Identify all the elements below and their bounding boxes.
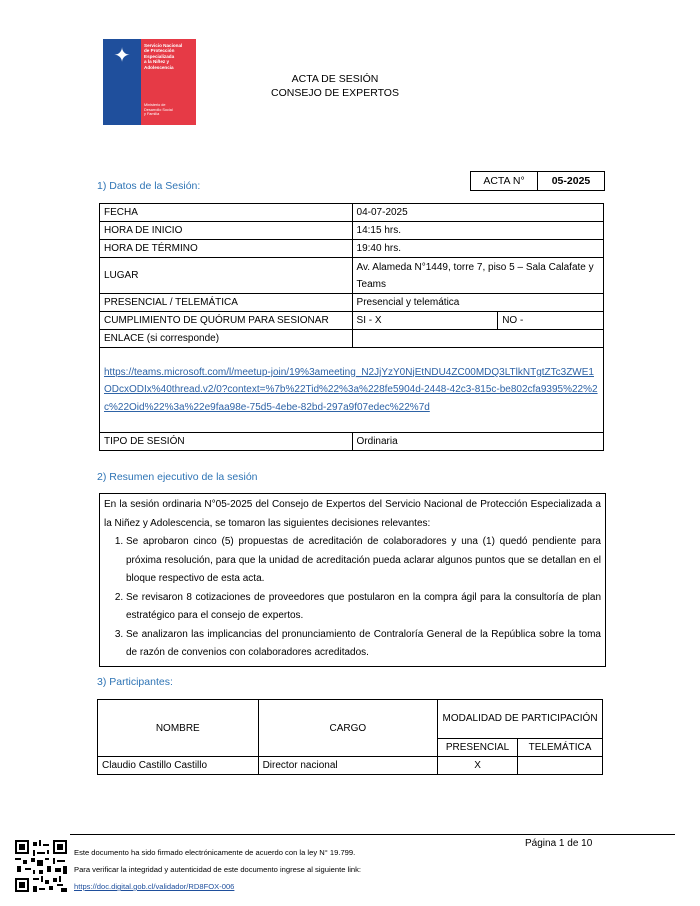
section1-heading: 1) Datos de la Sesión: — [97, 180, 201, 192]
institution-logo — [103, 39, 196, 125]
table-row — [100, 348, 604, 433]
col-cargo-header: CARGO — [258, 700, 437, 757]
table-row — [100, 240, 604, 258]
summary-list — [104, 533, 601, 663]
fecha-label: FECHA — [100, 204, 353, 222]
enlace-label: ENLACE (si corresponde) — [100, 330, 353, 348]
table-row — [100, 204, 604, 222]
logo-ministry-name: Ministerio de Desarrollo Social y Familia — [144, 103, 173, 117]
table-row — [98, 757, 603, 775]
footer-signature-notice: Este documento ha sido firmado electrónicamente de acuerdo con la ley N° 19.799. Para verificar la integridad y autenticidad de este documento ingrese al siguiente link: https://doc.digital.gob.cl/validador/RD8FOX-006 — [74, 848, 362, 891]
quorum-si: SI - X — [352, 312, 498, 330]
list-item: 3. Se analizaron las implicancias del pronunciamiento de Contraloría General de la República sobre la toma de razón de convenios con colaboradores acreditados. — [126, 626, 601, 663]
table-row — [100, 294, 604, 312]
modalidad-value: Presencial y telemática — [352, 294, 603, 312]
participant-nombre: Claudio Castillo Castillo — [98, 757, 259, 775]
list-item: 1. Se aprobaron cinco (5) propuestas de acreditación de colaboradores y una (1) quedó pendiente para próxima resolución, para que la unidad de acreditación pueda aclarar algunos puntos que se detallan en el bloque respectivo de esta acta. — [126, 533, 601, 589]
table-row — [100, 312, 604, 330]
participant-presencial: X — [438, 757, 518, 775]
summary-intro: En la sesión ordinaria N°05-2025 del Consejo de Expertos del Servicio Nacional de Protección Especializada a la Niñez y Adolescencia, se tomaron las siguientes decisiones relevantes: — [104, 499, 601, 529]
lugar-label: LUGAR — [100, 258, 353, 294]
executive-summary-box — [99, 493, 606, 667]
col-nombre-header: NOMBRE — [98, 700, 259, 757]
participant-telematica — [518, 757, 603, 775]
qr-code-icon — [15, 840, 67, 892]
quorum-no: NO - — [498, 312, 604, 330]
enlace-cell — [100, 348, 604, 433]
modalidad-label: PRESENCIAL / TELEMÁTICA — [100, 294, 353, 312]
table-header-row — [98, 700, 603, 739]
tipo-value: Ordinaria — [352, 433, 603, 451]
inicio-value: 14:15 hrs. — [352, 222, 603, 240]
lugar-value: Av. Alameda N°1449, torre 7, piso 5 – Sala Calafate y Teams — [352, 258, 603, 294]
acta-value: 05-2025 — [551, 175, 591, 187]
section3-heading: 3) Participantes: — [97, 676, 173, 688]
table-row — [100, 222, 604, 240]
termino-label: HORA DE TÉRMINO — [100, 240, 353, 258]
page-number: Página 1 de 10 — [525, 838, 593, 849]
coat-of-arms-icon: ✦ — [113, 45, 131, 67]
footer-divider — [70, 834, 675, 835]
participants-table — [97, 699, 603, 775]
document-title: ACTA DE SESIÓN CONSEJO DE EXPERTOS — [271, 73, 399, 99]
col-telematica-header: TELEMÁTICA — [518, 738, 603, 756]
enlace-empty — [352, 330, 603, 348]
tipo-label: TIPO DE SESIÓN — [100, 433, 353, 451]
section2-heading: 2) Resumen ejecutivo de la sesión — [97, 471, 258, 483]
logo-org-name: Servicio Nacional de Protección Especializada a la Niñez y Adolescencia — [144, 43, 183, 70]
col-presencial-header: PRESENCIAL — [438, 738, 518, 756]
termino-value: 19:40 hrs. — [352, 240, 603, 258]
acta-number-box — [470, 171, 605, 191]
fecha-value: 04-07-2025 — [352, 204, 603, 222]
participant-cargo: Director nacional — [258, 757, 437, 775]
logo-blue-band — [103, 39, 141, 125]
quorum-label: CUMPLIMIENTO DE QUÓRUM PARA SESIONAR — [100, 312, 353, 330]
teams-meeting-link[interactable]: https://teams.microsoft.com/l/meetup-join/19%3ameeting_N2JjYzY0NjEtNDU4ZC00MDQ3LTlkNTgtZTc3ZWE1ODcxODIx%40thread.v2/0?context=%7b%22Tid%22%3a%228fe5904d-2448-42c3-815c-be802cfa9395%22%2c%22Oid%22%3a%22e9faa98e-75d5-4ebe-82bd-297a9f07edec%22%7d — [104, 366, 598, 413]
table-row — [100, 433, 604, 451]
list-item: 2. Se revisaron 8 cotizaciones de proveedores que postularon en la compra ágil para la consultoría de plan estratégico para el consejo de expertos. — [126, 589, 601, 626]
inicio-label: HORA DE INICIO — [100, 222, 353, 240]
acta-label: ACTA N° — [471, 172, 538, 190]
table-row — [100, 258, 604, 294]
session-data-table — [99, 203, 604, 451]
col-modalidad-header: MODALIDAD DE PARTICIPACIÓN — [438, 700, 603, 739]
table-row — [100, 330, 604, 348]
validation-link[interactable]: https://doc.digital.gob.cl/validador/RD8FOX-006 — [74, 882, 235, 891]
